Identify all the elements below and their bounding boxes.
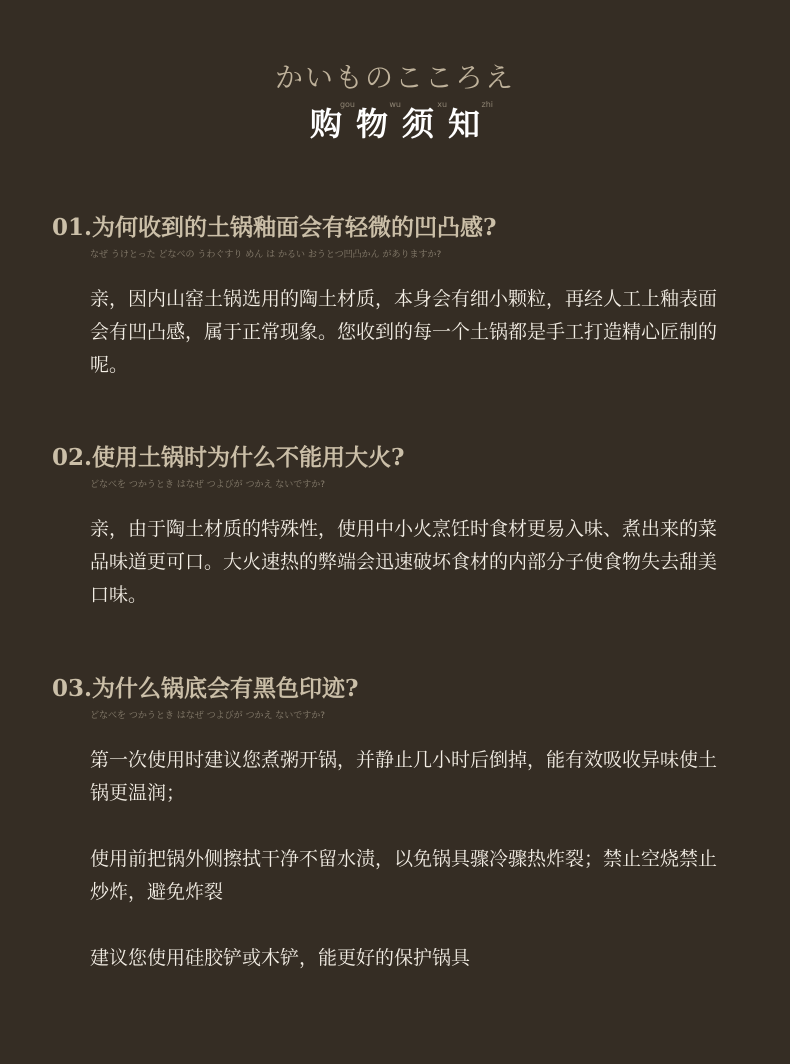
main-title [0,100,790,144]
pinyin-label: zhi [481,100,494,109]
faq-section-1 [0,213,790,382]
answer-paragraph: 亲，因内山窑土锅选用的陶土材质，本身会有细小颗粒，再经人工上釉表面会有凹凸感，属于正常现象。您收到的每一个土锅都是手工打造精心匠制的呢。 [90,288,718,376]
answer-body [90,744,730,975]
pinyin-label: xu [437,100,448,109]
answer-body [90,513,730,612]
faq-section-2 [0,443,790,612]
page-header [0,58,790,144]
answer-paragraph: 第一次使用时建议您煮粥开锅，并静止几小时后倒掉，能有效吸收异味使土锅更温润； [90,749,718,804]
question-title: 02.使用土锅时为什么不能用大火? [52,444,405,471]
title-char: 须 xu [402,100,448,143]
question-subtitle: どなべを つかうとき はなぜ つよびが つかえ ないですか? [90,480,326,490]
pinyin-label: gou [339,100,355,109]
title-char: 知 zhi [448,100,494,143]
question-subtitle: どなべを つかうとき はなぜ つよびが つかえ ないですか? [90,711,326,721]
pinyin-label: wu [389,100,401,109]
title-char: 购 gou [309,100,355,143]
japanese-title: かいものこころえ [274,61,515,94]
question-title: 01.为何收到的土锅釉面会有轻微的凹凸感? [52,214,497,241]
question-title: 03.为什么锅底会有黑色印迹? [52,675,359,702]
answer-body [90,283,730,382]
question-subtitle: なぜ うけとった どなべの うわぐすり めん は かるい おうとつ凹凸かん がありますか? [90,250,442,260]
faq-section-3 [0,674,790,975]
title-char: 物 wu [355,100,401,143]
answer-paragraph: 使用前把锅外侧擦拭干净不留水渍，以免锅具骤冷骤热炸裂；禁止空烧禁止炒炸，避免炸裂 [90,848,718,903]
answer-paragraph: 亲，由于陶土材质的特殊性，使用中小火烹饪时食材更易入味、煮出来的菜品味道更可口。大火速热的弊端会迅速破坏食材的内部分子使食物失去甜美口味。 [90,518,718,606]
answer-paragraph: 建议您使用硅胶铲或木铲，能更好的保护锅具 [90,947,471,969]
